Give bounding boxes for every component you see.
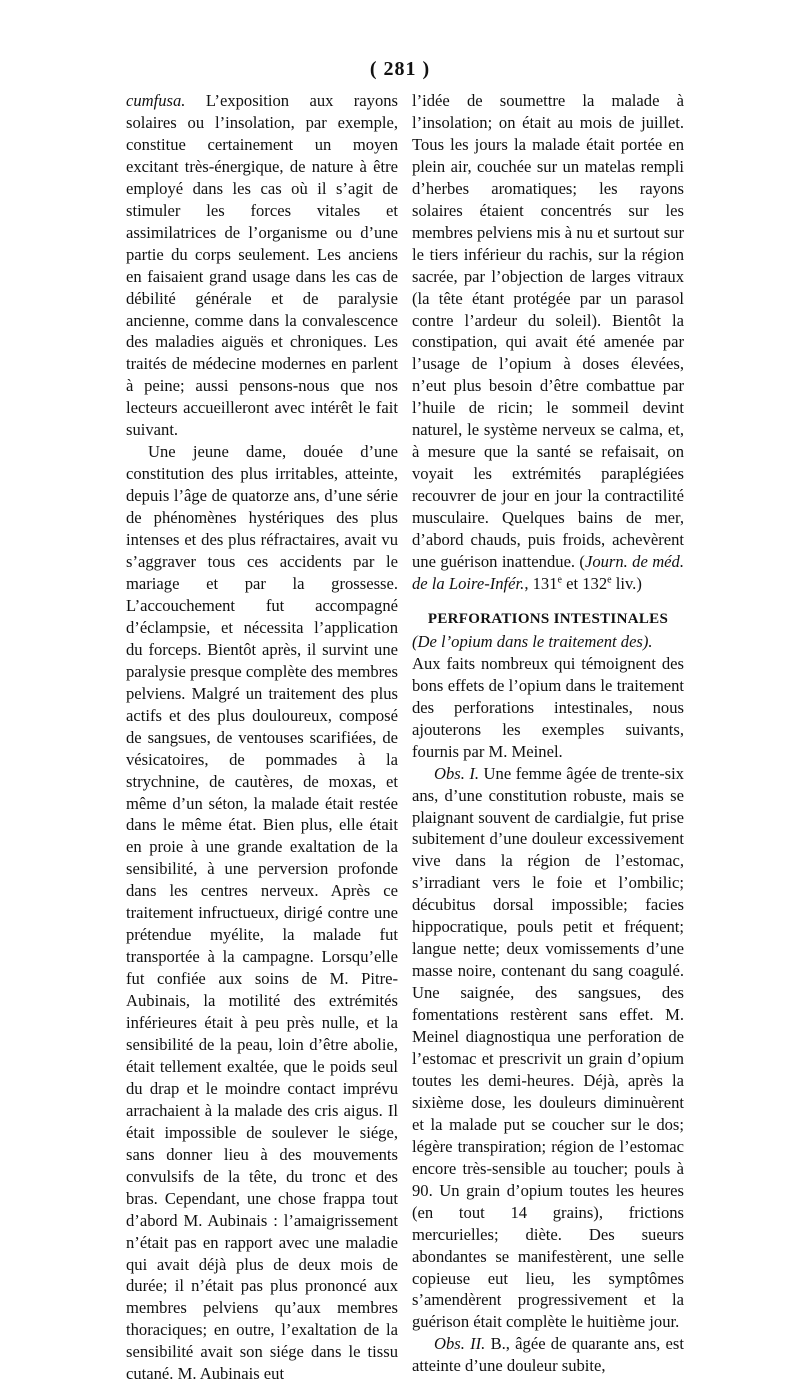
paragraph-text: Une femme âgée de trente-six ans, d’une constitution robuste, mais se plaignant souvent de cardialgie, fut prise subitement d’une douleur excessivement vive dans la région de l’estomac, s’irradiant vers le foie et l’ombilic; décubitus dorsal impossible; facies hippocratique, pouls petit et fréquent; langue nette; deux vomissements d’une masse noire, contenant du sang coagulé. Une saignée, des sangsues, des fomentations restèrent sans effet. M. Meinel diagnostiqua une perforation de l’estomac et prescrivit un grain d’opium toutes les demi-heures. Déjà, après la sixième dose, les douleurs diminuèrent et la malade put se coucher sur le dos; légère transpiration; région de l’estomac encore très-sensible au toucher; pouls à 90. Un grain d’opium toutes les heures (en tout 14 grains), frictions mercurielles; diète. Des sueurs abondantes se manifestèrent, une selle copieuse eut lieu, les symptômes s’amendèrent progressivement et la guérison était complète le huitième jour. xyxy=(412,763,684,1332)
journal-reference: Journ. de méd. de la Loire-Infér. xyxy=(412,552,684,593)
paragraph-text: L’exposition aux rayons solaires ou l’insolation, par exemple, constitue certainement un moyen excitant très-énergique, de nature à être employé dans les cas où il s’agit de stimuler les forces vitales et assimilatrices de l’organisme ou d’une partie du corps seulement. Les anciens en faisaient grand usage dans les cas de débilité générale et de paralysie ancienne, comme dans la convalescence des maladies aiguës et chroniques. Les traités de médecine modernes en parlent à peine; aussi pensons-nous que nos lecteurs accueilleront avec intérêt le fait suivant. xyxy=(126,91,398,440)
paragraph-text: B., âgée de quarante ans, est atteinte d’une douleur subite, xyxy=(412,1334,684,1376)
section-heading: PERFORATIONS INTESTINALES xyxy=(427,610,669,627)
paragraph xyxy=(412,1333,684,1377)
paragraph-text: l’idée de soumettre la malade à l’insolation; on était au mois de juillet. Tous les jours la malade était portée en plein air, couchée sur un matelas rempli d’herbes aromatiques; les rayons solaires étaient concentrés sur les membres pelviens mis à nu et surtout sur le tiers inférieur du rachis, sur la région sacrée, par l’objection de larges vitraux (la tête étant protégée par un parasol contre l’ardeur du soleil). Bientôt la constipation, qui avait été amenée par l’usage de l’opium à doses élevées, n’eut plus besoin d’être combattue par l’huile de ricin; le sommeil devint naturel, le système nerveux se calma, et, à mesure que la santé se refaisait, on voyait les extrémités paraplégiées recouvrer de jour en jour la contractilité musculaire. Quelques bains de mer, d’abord chauds, puis froids, achevèrent une guérison inattendue. ( xyxy=(412,91,684,572)
paragraph xyxy=(126,90,398,441)
paragraph: Aux faits nombreux qui témoignent des bons effets de l’opium dans le traitement des perforations intestinales, nous ajouterons les exemples suivants, fournis par M. Meinel. xyxy=(412,653,684,761)
paragraph: Une jeune dame, douée d’une constitution des plus irritables, atteinte, depuis l’âge de quatorze ans, d’une série de phénomènes hystériques des plus intenses et des plus réfractaires, avait vu s’aggraver tous ces accidents par le mariage et par la grossesse. L’accouchement fut accompagné d’éclampsie, et nécessita l’application du forceps. Bientôt après, il survint une paralysie presque complète des membres pelviens. Malgré un traitement des plus actifs et des plus douloureux, composé de sangsues, de ventouses scarifiées, de vésicatoires, de pommades à la strychnine, de cautères, de moxas, et même d’un séton, la malade était restée dans le même état. Bien plus, elle était en proie à une grande exaltation de la sensibilité, à une perversion profonde dans les centres nerveux. Après ce traitement infructueux, dirigé contre une prétendue myélite, la malade fut transportée à la campagne. Lorsqu’elle fut confiée aux soins de M. Pitre-Aubinais, la motilité des extrémités inférieures était à peu près nulle, et la sensibilité de la peau, loin d’être abolie, était tellement exaltée, que le poids seul du drap et le moindre contact imprévu arrachaient à la malade des cris aigus. Il était impossible de soulever le siége, sans donner lieu à des mouvements convulsifs de la tête, du tronc et des bras. Cependant, une chose frappa tout d’abord M. Aubinais : l’amaigrissement n’était pas en rapport avec une maladie qui avait déjà plus de deux mois de durée; il n’était pas plus prononcé aux membres pelviens qu’aux membres thoraciques; en outre, l’exaltation de la sensibilité avait son siége dans le tissu cutané. M. Aubinais eut xyxy=(126,442,398,1384)
paragraph xyxy=(412,90,684,595)
left-column xyxy=(126,90,398,1385)
observation-label: Obs. I. xyxy=(434,763,480,783)
paragraph xyxy=(412,763,684,1334)
reference-issue: liv.) xyxy=(611,573,642,593)
observation-label: Obs. II. xyxy=(434,1334,486,1354)
paragraph-lead: cumfusa. xyxy=(126,91,186,110)
section-subheading: (De l’opium dans le traitement des). xyxy=(412,631,653,651)
superscript: e xyxy=(607,574,612,586)
page-number: ( 281 ) xyxy=(369,58,431,80)
reference-issue: , 131 xyxy=(524,573,558,593)
right-column xyxy=(412,90,684,1377)
reference-issue: et 132 xyxy=(561,573,608,593)
superscript: e xyxy=(557,574,562,586)
